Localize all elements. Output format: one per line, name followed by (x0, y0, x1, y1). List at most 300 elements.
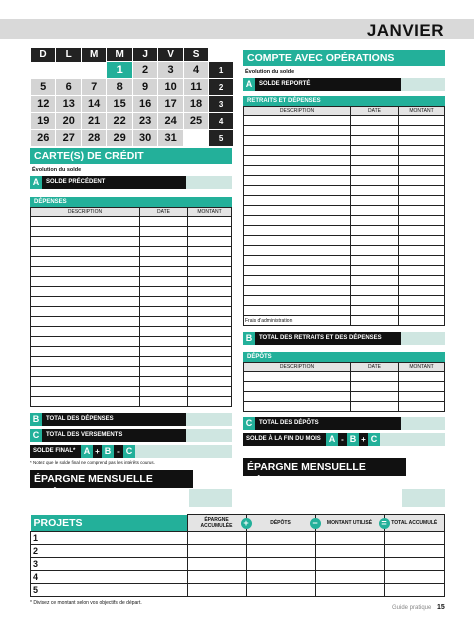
table-cell[interactable] (244, 116, 351, 126)
calendar-day: 8 (107, 79, 132, 96)
table-cell[interactable] (399, 196, 445, 206)
calendar-day: 28 (81, 130, 106, 147)
project-number[interactable]: 3 (31, 558, 188, 571)
table-cell[interactable] (140, 327, 188, 337)
table-cell[interactable] (31, 237, 140, 247)
table-cell[interactable] (140, 277, 188, 287)
calendar-empty (81, 62, 106, 79)
table-cell[interactable] (244, 286, 351, 296)
table-cell[interactable] (244, 146, 351, 156)
credit-b-label: TOTAL DES DÉPENSES (42, 413, 186, 426)
table-row (31, 327, 232, 337)
project-cell[interactable] (187, 584, 246, 597)
table-row (244, 382, 445, 392)
table-cell[interactable] (31, 347, 140, 357)
table-cell[interactable] (140, 397, 188, 407)
table-cell[interactable] (140, 387, 188, 397)
table-row (31, 277, 232, 287)
table-cell[interactable] (188, 297, 232, 307)
account-a-label: SOLDE REPORTÉ (255, 78, 401, 91)
table-row (244, 226, 445, 236)
equals-icon: = (379, 518, 390, 529)
col-amount: MONTANT (399, 107, 445, 116)
account-a-letter: A (243, 78, 255, 91)
table-cell[interactable] (399, 246, 445, 256)
table-cell[interactable] (351, 246, 399, 256)
table-cell[interactable] (351, 392, 399, 402)
table-cell[interactable] (244, 372, 351, 382)
table-row (31, 387, 232, 397)
project-cell[interactable] (246, 545, 315, 558)
final-value[interactable] (135, 445, 232, 458)
table-row (244, 306, 445, 316)
project-row (31, 532, 445, 545)
calendar-day: 3 (158, 62, 183, 79)
final-plus: + (95, 447, 100, 456)
project-number[interactable]: 5 (31, 584, 188, 597)
table-cell[interactable] (31, 217, 140, 227)
table-cell[interactable] (351, 286, 399, 296)
project-cell[interactable] (384, 584, 445, 597)
table-cell[interactable] (31, 287, 140, 297)
table-cell[interactable] (399, 306, 445, 316)
table-row (31, 347, 232, 357)
end-a: A (326, 433, 338, 446)
table-cell[interactable] (31, 387, 140, 397)
table-cell[interactable] (244, 246, 351, 256)
table-cell[interactable] (244, 156, 351, 166)
table-row (244, 296, 445, 306)
table-cell[interactable] (140, 217, 188, 227)
table-cell[interactable] (31, 337, 140, 347)
table-cell[interactable] (399, 146, 445, 156)
final-minus: - (117, 447, 120, 456)
table-row (244, 236, 445, 246)
credit-title: CARTE(S) DE CRÉDIT (30, 148, 232, 164)
project-number[interactable]: 4 (31, 571, 188, 584)
withdrawals-title: RETRAITS ET DÉPENSES (243, 96, 445, 106)
calendar-day: 10 (158, 79, 183, 96)
table-cell[interactable] (399, 216, 445, 226)
col-date: DATE (351, 363, 399, 372)
account-c-letter: C (243, 417, 255, 430)
day-header: S (183, 48, 208, 62)
table-cell[interactable] (399, 266, 445, 276)
plus-icon: + (241, 518, 252, 529)
table-row (31, 267, 232, 277)
table-cell[interactable] (140, 297, 188, 307)
table-row (244, 256, 445, 266)
calendar-day: 13 (56, 96, 81, 113)
table-cell[interactable] (31, 357, 140, 367)
table-cell[interactable] (351, 186, 399, 196)
table-row (31, 297, 232, 307)
table-cell[interactable] (244, 392, 351, 402)
calendar-day: 16 (132, 96, 157, 113)
footer-guide: Guide pratique (392, 605, 432, 611)
table-cell[interactable] (140, 267, 188, 277)
project-cell[interactable] (384, 571, 445, 584)
credit-c-letter: C (30, 429, 42, 442)
calendar-day: 7 (81, 79, 106, 96)
table-cell[interactable] (31, 307, 140, 317)
table-cell[interactable] (399, 372, 445, 382)
proj-col3: MONTANT UTILISÉ (326, 520, 373, 526)
account-b-value[interactable] (401, 332, 445, 345)
calendar-day: 5 (31, 79, 56, 96)
account-a-value[interactable] (401, 78, 445, 91)
table-row (244, 186, 445, 196)
calendar (30, 48, 234, 147)
table-cell[interactable] (188, 387, 232, 397)
minus-icon: − (310, 518, 321, 529)
table-cell[interactable] (31, 397, 140, 407)
end-value[interactable] (380, 433, 445, 446)
table-cell[interactable] (31, 257, 140, 267)
table-cell[interactable] (188, 237, 232, 247)
table-cell[interactable] (188, 307, 232, 317)
project-row (31, 545, 445, 558)
table-cell[interactable] (351, 156, 399, 166)
table-cell[interactable] (140, 377, 188, 387)
table-row (244, 156, 445, 166)
col-date: DATE (140, 208, 188, 217)
project-cell[interactable] (315, 584, 384, 597)
calendar-day: 18 (183, 96, 208, 113)
table-cell[interactable] (140, 227, 188, 237)
table-cell[interactable] (188, 257, 232, 267)
table-cell[interactable] (244, 186, 351, 196)
project-cell[interactable] (315, 545, 384, 558)
table-row (31, 397, 232, 407)
table-cell[interactable] (188, 267, 232, 277)
credit-c-label: TOTAL DES VERSEMENTS (42, 429, 186, 442)
table-cell[interactable] (351, 206, 399, 216)
project-row (31, 558, 445, 571)
col-desc: DESCRIPTION (244, 363, 351, 372)
table-cell[interactable] (188, 327, 232, 337)
project-cell[interactable] (246, 558, 315, 571)
projects-section (30, 514, 445, 606)
table-row (31, 317, 232, 327)
proj-col1: ÉPARGNE ACCUMULÉE (187, 515, 246, 532)
table-row (31, 227, 232, 237)
table-row (244, 392, 445, 402)
table-row (244, 246, 445, 256)
calendar-day: 22 (107, 113, 132, 130)
project-cell[interactable] (315, 571, 384, 584)
calendar-day: 19 (31, 113, 56, 130)
table-cell[interactable] (399, 286, 445, 296)
table-cell[interactable] (244, 402, 351, 412)
calendar-day: 20 (56, 113, 81, 130)
table-cell[interactable] (351, 226, 399, 236)
table-cell[interactable] (351, 176, 399, 186)
week-number: 4 (209, 113, 234, 130)
table-cell[interactable] (188, 337, 232, 347)
table-row (244, 116, 445, 126)
table-cell[interactable] (140, 257, 188, 267)
account-evolution: Évolution du solde (245, 69, 295, 75)
table-cell[interactable] (140, 247, 188, 257)
table-cell[interactable] (188, 247, 232, 257)
deposits-title: DÉPÔTS (243, 352, 445, 362)
table-cell[interactable] (399, 236, 445, 246)
table-cell[interactable] (244, 206, 351, 216)
day-header: J (132, 48, 157, 62)
table-cell[interactable] (244, 236, 351, 246)
table-cell[interactable] (351, 136, 399, 146)
table-cell[interactable] (244, 382, 351, 392)
table-cell[interactable] (31, 267, 140, 277)
credit-expenses-table (30, 207, 232, 407)
table-cell[interactable] (188, 227, 232, 237)
table-row (244, 216, 445, 226)
table-cell[interactable] (31, 377, 140, 387)
day-header: M (107, 48, 132, 62)
table-cell[interactable] (399, 382, 445, 392)
credit-expenses-title: DÉPENSES (30, 197, 232, 207)
table-cell[interactable] (140, 287, 188, 297)
project-cell[interactable] (315, 558, 384, 571)
table-cell[interactable] (351, 256, 399, 266)
footer-page: 15 (437, 604, 445, 611)
calendar-day: 6 (56, 79, 81, 96)
project-number[interactable]: 1 (31, 532, 188, 545)
table-cell[interactable] (31, 327, 140, 337)
table-cell[interactable] (140, 337, 188, 347)
table-cell[interactable] (399, 126, 445, 136)
credit-c-value[interactable] (186, 429, 232, 442)
calendar-day: 26 (31, 130, 56, 147)
table-cell[interactable] (351, 296, 399, 306)
table-cell[interactable] (31, 277, 140, 287)
calendar-day: 17 (158, 96, 183, 113)
day-header: V (158, 48, 183, 62)
table-row (244, 196, 445, 206)
account-b-letter: B (243, 332, 255, 345)
account-section (243, 50, 445, 487)
final-label: SOLDE FINAL* (30, 445, 81, 458)
table-row (244, 176, 445, 186)
calendar-day: 21 (81, 113, 106, 130)
table-cell[interactable] (140, 347, 188, 357)
table-cell[interactable] (351, 382, 399, 392)
table-cell[interactable] (351, 166, 399, 176)
admin-fees: Frais d'administration (244, 316, 351, 326)
calendar-day: 2 (132, 62, 157, 79)
table-cell[interactable] (188, 357, 232, 367)
table-cell[interactable] (244, 126, 351, 136)
table-row (31, 237, 232, 247)
table-cell[interactable] (351, 196, 399, 206)
table-row (244, 266, 445, 276)
calendar-day: 14 (81, 96, 106, 113)
table-cell[interactable] (188, 317, 232, 327)
proj-col2: DÉPÔTS (270, 520, 291, 526)
table-cell[interactable] (399, 276, 445, 286)
account-title: COMPTE AVEC OPÉRATIONS (243, 50, 445, 66)
credit-section (30, 148, 232, 499)
table-cell[interactable] (140, 317, 188, 327)
table-cell[interactable] (351, 236, 399, 246)
table-cell[interactable] (140, 237, 188, 247)
table-cell[interactable] (399, 116, 445, 126)
table-cell[interactable] (244, 296, 351, 306)
table-cell[interactable] (351, 372, 399, 382)
projects-title: PROJETS (31, 515, 188, 532)
calendar-day: 1 (107, 62, 132, 79)
table-cell[interactable] (188, 347, 232, 357)
table-cell[interactable] (399, 392, 445, 402)
savings-target-value[interactable] (189, 489, 232, 507)
savings-actual-value[interactable] (402, 489, 445, 507)
account-c-value[interactable] (401, 417, 445, 430)
table-cell[interactable] (244, 166, 351, 176)
project-cell[interactable] (246, 571, 315, 584)
calendar-grid (30, 48, 234, 147)
table-cell[interactable] (244, 136, 351, 146)
table-cell[interactable] (244, 196, 351, 206)
col-desc: DESCRIPTION (31, 208, 140, 217)
table-cell[interactable] (140, 307, 188, 317)
project-cell[interactable] (246, 532, 315, 545)
table-cell[interactable] (399, 186, 445, 196)
day-header: L (56, 48, 81, 62)
month-title: JANVIER (366, 21, 444, 40)
credit-a-label: SOLDE PRÉCÉDENT (42, 176, 186, 189)
table-cell[interactable] (140, 357, 188, 367)
week-number: 2 (209, 79, 234, 96)
table-row (31, 337, 232, 347)
table-cell[interactable] (351, 126, 399, 136)
table-cell[interactable] (244, 176, 351, 186)
table-cell[interactable] (31, 297, 140, 307)
credit-note: * Notez que le solde final ne comprend pas les intérêts courus. (30, 460, 155, 465)
project-cell[interactable] (384, 545, 445, 558)
table-row (244, 276, 445, 286)
final-c: C (123, 445, 135, 458)
end-plus: + (361, 435, 366, 444)
calendar-day: 11 (183, 79, 208, 96)
project-cell[interactable] (384, 558, 445, 571)
table-row (31, 307, 232, 317)
table-cell[interactable] (31, 317, 140, 327)
end-minus: - (341, 435, 344, 444)
deposits-table (243, 362, 445, 412)
calendar-day: 4 (183, 62, 208, 79)
end-b: B (347, 433, 359, 446)
calendar-day: 29 (107, 130, 132, 147)
credit-a-letter: A (30, 176, 42, 189)
calendar-day: 24 (158, 113, 183, 130)
week-number: 1 (209, 62, 234, 79)
account-c-label: TOTAL DES DÉPÔTS (255, 417, 401, 430)
calendar-day: 31 (158, 130, 183, 147)
col-amount: MONTANT (188, 208, 232, 217)
table-cell[interactable] (351, 146, 399, 156)
table-cell[interactable] (399, 206, 445, 216)
table-cell[interactable] (188, 397, 232, 407)
table-row (31, 357, 232, 367)
final-b: B (102, 445, 114, 458)
col-desc: DESCRIPTION (244, 107, 351, 116)
calendar-empty (183, 130, 208, 147)
table-cell[interactable] (399, 256, 445, 266)
project-cell[interactable] (187, 532, 246, 545)
credit-evolution: Évolution du solde (32, 167, 82, 173)
table-cell[interactable] (399, 136, 445, 146)
project-cell[interactable] (187, 571, 246, 584)
project-cell[interactable] (315, 532, 384, 545)
day-header: D (31, 48, 56, 62)
table-row (31, 257, 232, 267)
table-row (31, 217, 232, 227)
table-cell[interactable] (244, 276, 351, 286)
project-row (31, 584, 445, 597)
table-cell[interactable] (188, 277, 232, 287)
table-cell[interactable] (399, 402, 445, 412)
calendar-empty (56, 62, 81, 79)
calendar-day: 15 (107, 96, 132, 113)
project-cell[interactable] (187, 558, 246, 571)
table-cell[interactable] (351, 116, 399, 126)
table-row (31, 287, 232, 297)
project-cell[interactable] (187, 545, 246, 558)
withdrawals-table (243, 106, 445, 326)
table-row (244, 372, 445, 382)
table-cell[interactable] (31, 247, 140, 257)
table-cell[interactable] (188, 367, 232, 377)
end-label: SOLDE À LA FIN DU MOIS (243, 433, 326, 446)
credit-a-value[interactable] (186, 176, 232, 189)
table-cell[interactable] (31, 227, 140, 237)
table-cell[interactable] (351, 266, 399, 276)
table-cell[interactable] (399, 226, 445, 236)
table-cell[interactable] (351, 402, 399, 412)
final-a: A (81, 445, 93, 458)
table-cell[interactable] (351, 276, 399, 286)
table-cell[interactable] (244, 216, 351, 226)
table-cell[interactable] (244, 266, 351, 276)
table-cell[interactable] (399, 176, 445, 186)
calendar-day: 9 (132, 79, 157, 96)
credit-b-letter: B (30, 413, 42, 426)
table-cell[interactable] (244, 256, 351, 266)
table-cell[interactable] (188, 377, 232, 387)
table-cell[interactable] (351, 216, 399, 226)
table-cell[interactable] (244, 306, 351, 316)
project-number[interactable]: 2 (31, 545, 188, 558)
table-cell[interactable] (351, 306, 399, 316)
credit-b-value[interactable] (186, 413, 232, 426)
table-cell[interactable] (399, 296, 445, 306)
calendar-day: 30 (132, 130, 157, 147)
table-row (31, 247, 232, 257)
table-cell[interactable] (140, 367, 188, 377)
project-cell[interactable] (384, 532, 445, 545)
table-cell[interactable] (399, 166, 445, 176)
table-row (244, 146, 445, 156)
project-cell[interactable] (246, 584, 315, 597)
table-cell[interactable] (31, 367, 140, 377)
table-cell[interactable] (188, 287, 232, 297)
table-cell[interactable] (188, 217, 232, 227)
table-row (31, 377, 232, 387)
table-cell[interactable] (244, 226, 351, 236)
table-cell[interactable] (399, 156, 445, 166)
table-row (244, 136, 445, 146)
